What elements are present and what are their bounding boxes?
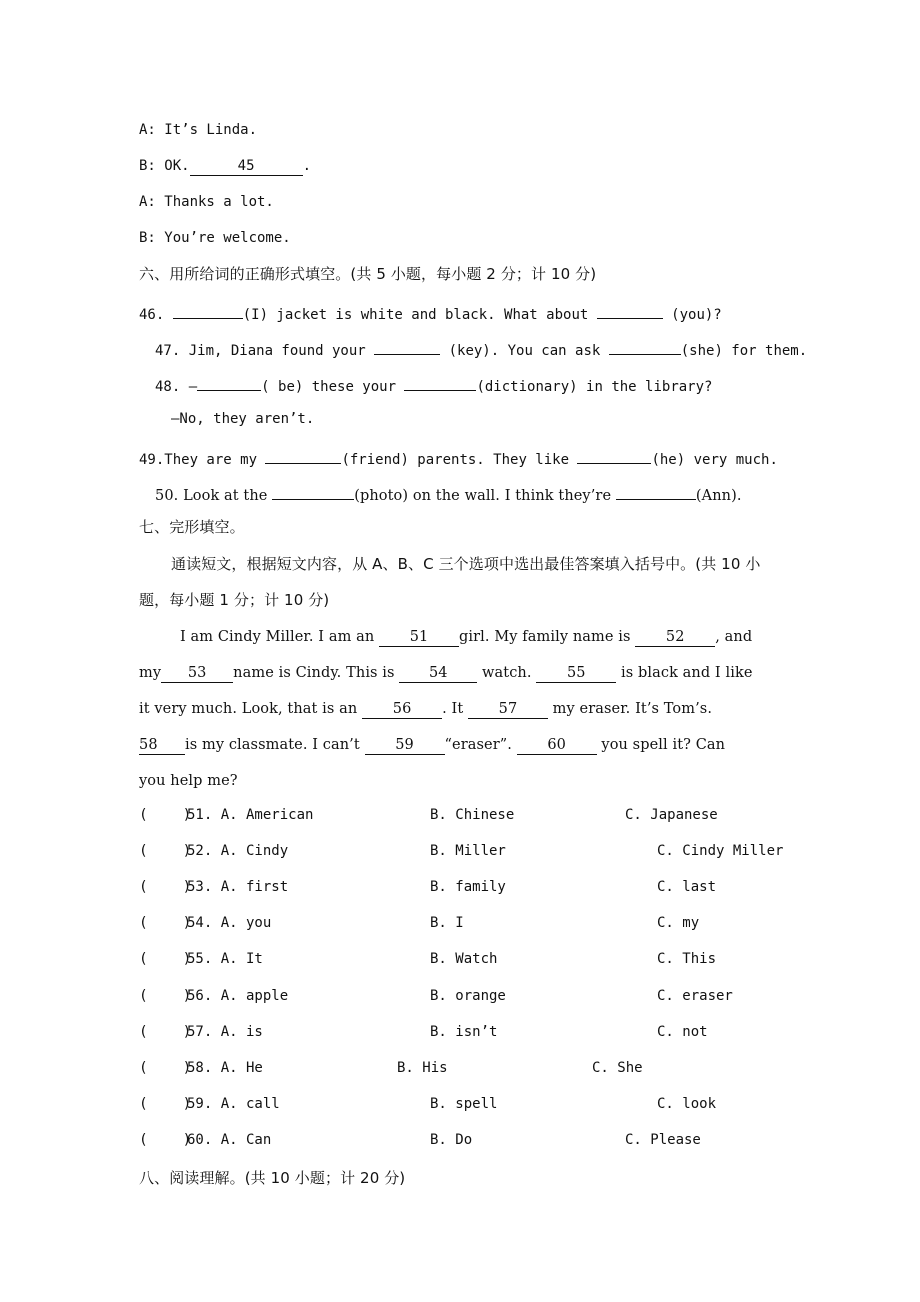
blank-46-b: [597, 301, 663, 319]
passage-text: , and: [715, 629, 753, 645]
passage-text: I am Cindy Miller. I am an: [180, 629, 380, 645]
q47-middle: (key). You can ask: [440, 343, 609, 359]
question-56-option-c: C. eraser: [657, 988, 733, 1004]
question-48: [155, 373, 712, 397]
question-52-option-b: B. Miller: [430, 843, 506, 859]
blank-48-b: [404, 373, 476, 391]
passage-text: . It: [442, 701, 468, 717]
section7-heading: 七、完形填空。: [139, 518, 245, 536]
question-57-option-a: 57. A. is: [187, 1024, 263, 1040]
passage-text: my: [139, 665, 162, 681]
answer-parens: ( ): [139, 1024, 192, 1040]
blank-52: 52: [635, 629, 715, 647]
passage-text: is black and I like: [616, 665, 753, 681]
question-53-option-c: C. last: [657, 879, 717, 895]
dialogue-line-b1: [139, 156, 311, 176]
passage-text: you spell it? Can: [596, 737, 726, 753]
passage-line-5: you help me?: [139, 773, 238, 789]
question-52-option-c: C. Cindy Miller: [657, 843, 784, 859]
passage-text: girl. My family name is: [459, 629, 636, 645]
passage-text: “eraser”.: [444, 737, 517, 753]
blank-60: 60: [517, 737, 597, 755]
question-58-option-c: C. She: [592, 1060, 643, 1076]
passage-text: it very much. Look, that is an: [139, 701, 363, 717]
q48-end: (dictionary) in the library?: [476, 379, 713, 395]
question-58-option-a: 58. A. He: [187, 1060, 263, 1076]
dialogue-b1-suffix: .: [302, 158, 312, 174]
answer-parens: ( ): [139, 951, 192, 967]
passage-text: watch.: [477, 665, 537, 681]
dialogue-b1-prefix: B: OK.: [139, 158, 190, 174]
question-60-option-c: C. Please: [625, 1132, 701, 1148]
blank-47-b: [609, 337, 681, 355]
question-55-option-c: C. This: [657, 951, 717, 967]
question-59-option-a: 59. A. call: [187, 1096, 280, 1112]
question-54-option-a: 54. A. you: [187, 915, 272, 931]
question-59-option-c: C. look: [657, 1096, 717, 1112]
answer-parens: ( ): [139, 988, 192, 1004]
dialogue-line-a1: A: It’s Linda.: [139, 122, 258, 138]
blank-55: 55: [536, 665, 616, 683]
question-57-option-c: C. not: [657, 1024, 708, 1040]
section6-heading: 六、用所给词的正确形式填空。(共 5 小题，每小题 2 分；计 10 分): [139, 265, 597, 283]
question-60-option-b: B. Do: [430, 1132, 473, 1148]
blank-45: 45: [190, 158, 303, 176]
blank-49-b: [577, 446, 651, 464]
question-60-option-a: 60. A. Can: [187, 1132, 272, 1148]
question-50: [155, 482, 742, 506]
answer-parens: ( ): [139, 915, 192, 931]
question-51-option-b: B. Chinese: [430, 807, 515, 823]
q50-middle: (photo) on the wall. I think they’re: [354, 488, 616, 504]
question-53-option-b: B. family: [430, 879, 506, 895]
blank-54: 54: [399, 665, 477, 683]
q50-end: (Ann).: [695, 488, 742, 504]
blank-59: 59: [365, 737, 445, 755]
section7-instruction-2: 题，每小题 1 分；计 10 分): [139, 591, 330, 609]
q49-end: (he) very much.: [651, 452, 778, 468]
blank-47-a: [374, 337, 440, 355]
question-55-option-a: 55. A. It: [187, 951, 263, 967]
passage-line-2: [139, 663, 753, 683]
passage-text: my eraser. It’s Tom’s.: [547, 701, 713, 717]
question-47: [155, 337, 807, 361]
q46-number: 46.: [139, 307, 173, 323]
question-54-option-c: C. my: [657, 915, 700, 931]
dialogue-line-a2: A: Thanks a lot.: [139, 194, 274, 210]
passage-text: name is Cindy. This is: [233, 665, 400, 681]
section8-heading: 八、阅读理解。(共 10 小题；计 20 分): [139, 1169, 406, 1187]
q49-text: 49.They are my: [139, 452, 266, 468]
passage-line-1: [180, 627, 752, 647]
q50-text: 50. Look at the: [155, 488, 273, 504]
question-51-option-a: 51. A. American: [187, 807, 314, 823]
blank-50-b: [616, 482, 696, 500]
answer-parens: ( ): [139, 807, 192, 823]
q46-end: (you)?: [662, 307, 722, 323]
passage-line-4: [139, 735, 725, 755]
question-56-option-a: 56. A. apple: [187, 988, 289, 1004]
question-52-option-a: 52. A. Cindy: [187, 843, 289, 859]
question-49: [139, 446, 778, 470]
blank-58: 58: [139, 737, 185, 755]
question-53-option-a: 53. A. first: [187, 879, 289, 895]
blank-56: 56: [362, 701, 442, 719]
question-54-option-b: B. I: [430, 915, 464, 931]
blank-48-a: [197, 373, 261, 391]
q47-end: (she) for them.: [680, 343, 808, 359]
answer-parens: ( ): [139, 1060, 192, 1076]
answer-parens: ( ): [139, 1096, 192, 1112]
passage-text: is my classmate. I can’t: [185, 737, 365, 753]
question-56-option-b: B. orange: [430, 988, 506, 1004]
blank-57: 57: [468, 701, 548, 719]
question-55-option-b: B. Watch: [430, 951, 498, 967]
blank-50-a: [272, 482, 354, 500]
passage-line-3: [139, 699, 712, 719]
blank-46-a: [173, 301, 243, 319]
question-46: [139, 301, 722, 325]
question-51-option-c: C. Japanese: [625, 807, 718, 823]
q48-number: 48. —: [155, 379, 198, 395]
q47-text: 47. Jim, Diana found your: [155, 343, 375, 359]
blank-53: 53: [161, 665, 233, 683]
question-57-option-b: B. isn’t: [430, 1024, 498, 1040]
question-58-option-b: B. His: [397, 1060, 448, 1076]
answer-parens: ( ): [139, 843, 192, 859]
question-48-reply: —No, they aren’t.: [171, 411, 315, 427]
blank-49-a: [265, 446, 341, 464]
section7-instruction-1: 通读短文，根据短文内容，从 A、B、C 三个选项中选出最佳答案填入括号中。(共 10 小: [171, 555, 761, 573]
question-59-option-b: B. spell: [430, 1096, 498, 1112]
answer-parens: ( ): [139, 879, 192, 895]
q48-text: ( be) these your: [261, 379, 405, 395]
q49-middle: (friend) parents. They like: [341, 452, 578, 468]
dialogue-line-b2: B: You’re welcome.: [139, 230, 291, 246]
q46-text: (I) jacket is white and black. What about: [242, 307, 597, 323]
blank-51: 51: [379, 629, 459, 647]
answer-parens: ( ): [139, 1132, 192, 1148]
